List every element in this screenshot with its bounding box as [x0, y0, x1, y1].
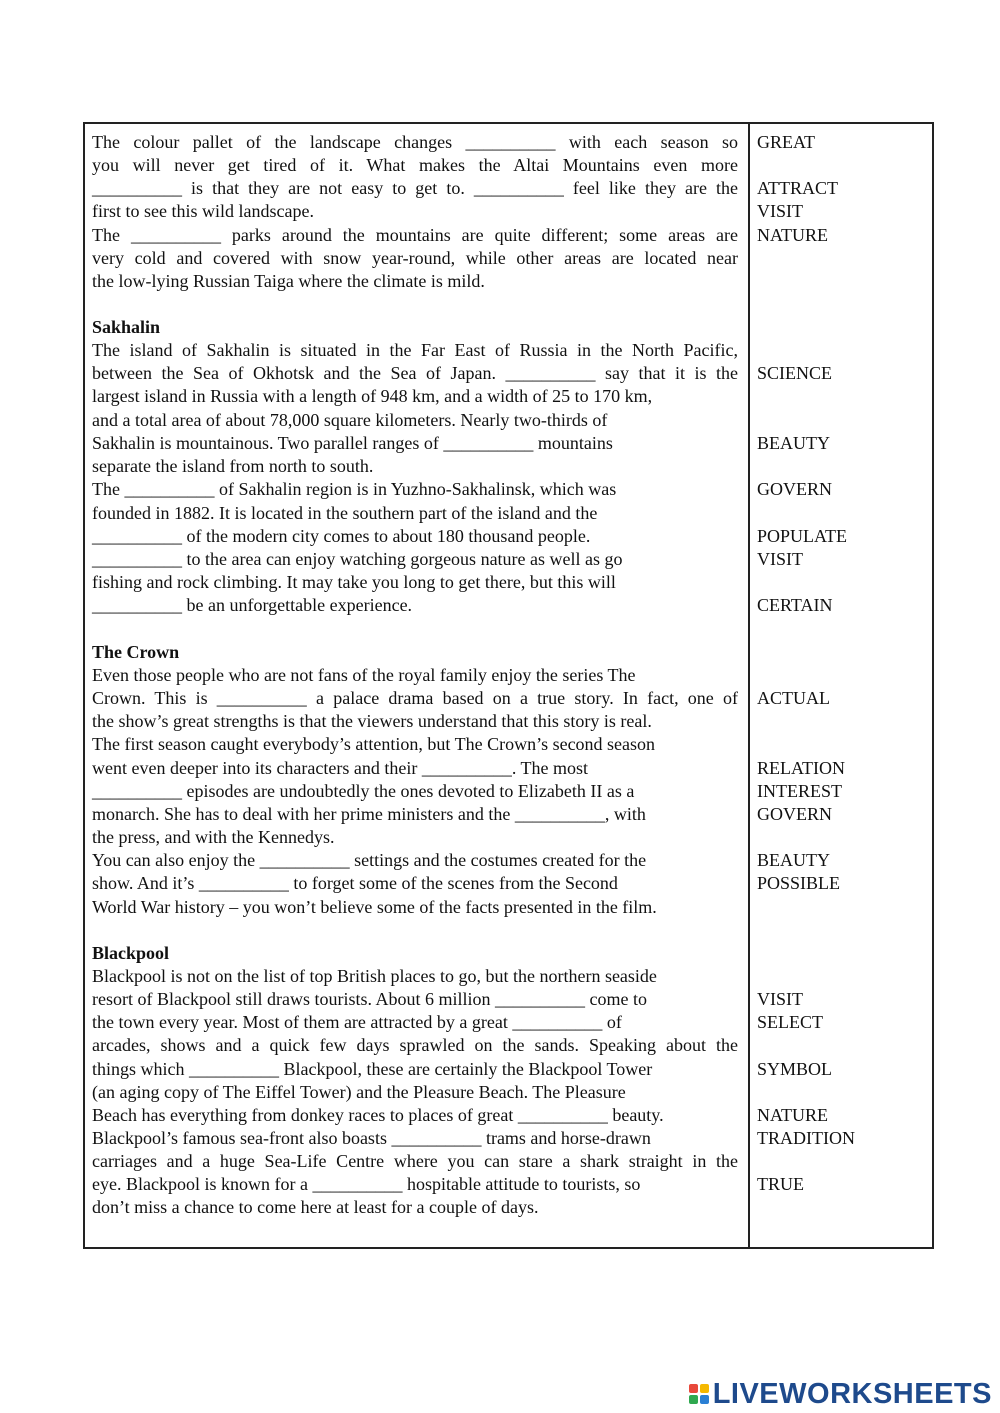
text-line: separate the island from north to south. — [92, 456, 374, 476]
word-bank-item: CERTAIN — [757, 595, 833, 615]
word-bank-item: NATURE — [757, 1105, 828, 1125]
text-line: went even deeper into its characters and their __________. The most — [92, 758, 589, 778]
word-bank-item: ATTRACT — [757, 178, 838, 198]
text-line: very cold and covered with snow year-round, while other areas are located near — [92, 248, 738, 268]
text-line: and a total area of about 78,000 square kilometers. Nearly two-thirds of — [92, 410, 608, 430]
text-line: The island of Sakhalin is situated in the Far East of Russia in the North Pacific, — [92, 340, 738, 360]
word-bank-item: POSSIBLE — [757, 873, 841, 893]
text-line: The __________ parks around the mountains are quite different; some areas are — [92, 225, 738, 245]
text-line: You can also enjoy the __________ settings and the costumes created for the — [92, 850, 647, 870]
text-line: Crown. This is __________ a palace drama based on a true story. In fact, one of — [92, 688, 738, 708]
column-divider — [748, 122, 750, 1249]
text-line: World War history – you won’t believe some of the facts presented in the film. — [92, 897, 657, 917]
text-line: eye. Blackpool is known for a __________ hospitable attitude to tourists, so — [92, 1174, 641, 1194]
word-bank-item: BEAUTY — [757, 850, 830, 870]
logo-square — [689, 1384, 698, 1393]
text-line: monarch. She has to deal with her prime ministers and the __________, with — [92, 804, 646, 824]
word-bank-item: TRADITION — [757, 1128, 855, 1148]
section-heading-the-crown: The Crown — [92, 642, 180, 662]
text-line: __________ be an unforgettable experience. — [92, 595, 413, 615]
word-bank-item: VISIT — [757, 549, 803, 569]
word-bank-item: RELATION — [757, 758, 845, 778]
liveworksheets-watermark — [689, 1378, 992, 1410]
logo-square — [689, 1395, 698, 1404]
text-line: (an aging copy of The Eiffel Tower) and the Pleasure Beach. The Pleasure — [92, 1082, 626, 1102]
word-bank-item: POPULATE — [757, 526, 848, 546]
word-bank-item: GOVERN — [757, 479, 832, 499]
text-line: The colour pallet of the landscape changes __________ with each season so — [92, 132, 738, 152]
text-line: between the Sea of Okhotsk and the Sea of Japan. __________ say that it is the — [92, 363, 738, 383]
text-line: The first season caught everybody’s attention, but The Crown’s second season — [92, 734, 656, 754]
word-bank-item: ACTUAL — [757, 688, 830, 708]
word-bank-item: BEAUTY — [757, 433, 830, 453]
text-line: carriages and a huge Sea-Life Centre where you can stare a shark straight in the — [92, 1151, 738, 1171]
word-bank-item: TRUE — [757, 1174, 804, 1194]
text-line: things which __________ Blackpool, these are certainly the Blackpool Tower — [92, 1059, 653, 1079]
text-line: Beach has everything from donkey races to places of great __________ beauty. — [92, 1105, 664, 1125]
watermark-text: LIVEWORKSHEETS — [712, 1377, 992, 1410]
text-line: largest island in Russia with a length of 948 km, and a width of 25 to 170 km, — [92, 386, 653, 406]
word-bank-item: VISIT — [757, 989, 803, 1009]
text-line: don’t miss a chance to come here at least for a couple of days. — [92, 1197, 539, 1217]
text-line: the press, and with the Kennedys. — [92, 827, 335, 847]
text-line: founded in 1882. It is located in the southern part of the island and the — [92, 503, 598, 523]
text-line: __________ to the area can enjoy watching gorgeous nature as well as go — [92, 549, 623, 569]
text-line: first to see this wild landscape. — [92, 201, 314, 221]
text-line: resort of Blackpool still draws tourists. About 6 million __________ come to — [92, 989, 647, 1009]
section-heading-blackpool: Blackpool — [92, 943, 170, 963]
text-line: Blackpool’s famous sea-front also boasts __________ trams and horse-drawn — [92, 1128, 651, 1148]
logo-square — [700, 1395, 709, 1404]
text-line: the show’s great strengths is that the viewers understand that this story is real. — [92, 711, 652, 731]
text-line: the town every year. Most of them are attracted by a great __________ of — [92, 1012, 622, 1032]
text-line: Sakhalin is mountainous. Two parallel ranges of __________ mountains — [92, 433, 613, 453]
text-line: __________ is that they are not easy to get to. __________ feel like they are the — [92, 178, 738, 198]
text-line: show. And it’s __________ to forget some of the scenes from the Second — [92, 873, 618, 893]
text-line: The __________ of Sakhalin region is in Yuzhno-Sakhalinsk, which was — [92, 479, 617, 499]
word-bank-item: VISIT — [757, 201, 803, 221]
text-line: arcades, shows and a quick few days sprawled on the sands. Speaking about the — [92, 1035, 738, 1055]
text-line: fishing and rock climbing. It may take you long to get there, but this will — [92, 572, 616, 592]
word-bank-item: SYMBOL — [757, 1059, 833, 1079]
word-bank-item: SCIENCE — [757, 363, 833, 383]
word-bank-item: GREAT — [757, 132, 815, 152]
text-line: Blackpool is not on the list of top British places to go, but the northern seaside — [92, 966, 657, 986]
liveworksheets-logo-icon — [689, 1384, 709, 1404]
word-bank-item: INTEREST — [757, 781, 842, 801]
text-line: the low-lying Russian Taiga where the climate is mild. — [92, 271, 485, 291]
logo-square — [700, 1384, 709, 1393]
text-line: __________ episodes are undoubtedly the ones devoted to Elizabeth II as a — [92, 781, 635, 801]
text-line: Even those people who are not fans of the royal family enjoy the series The — [92, 665, 636, 685]
text-line: you will never get tired of it. What makes the Altai Mountains even more — [92, 155, 738, 175]
word-bank-item: NATURE — [757, 225, 828, 245]
word-bank-item: GOVERN — [757, 804, 832, 824]
word-bank-item: SELECT — [757, 1012, 823, 1032]
section-heading-sakhalin: Sakhalin — [92, 317, 161, 337]
text-line: __________ of the modern city comes to about 180 thousand people. — [92, 526, 591, 546]
